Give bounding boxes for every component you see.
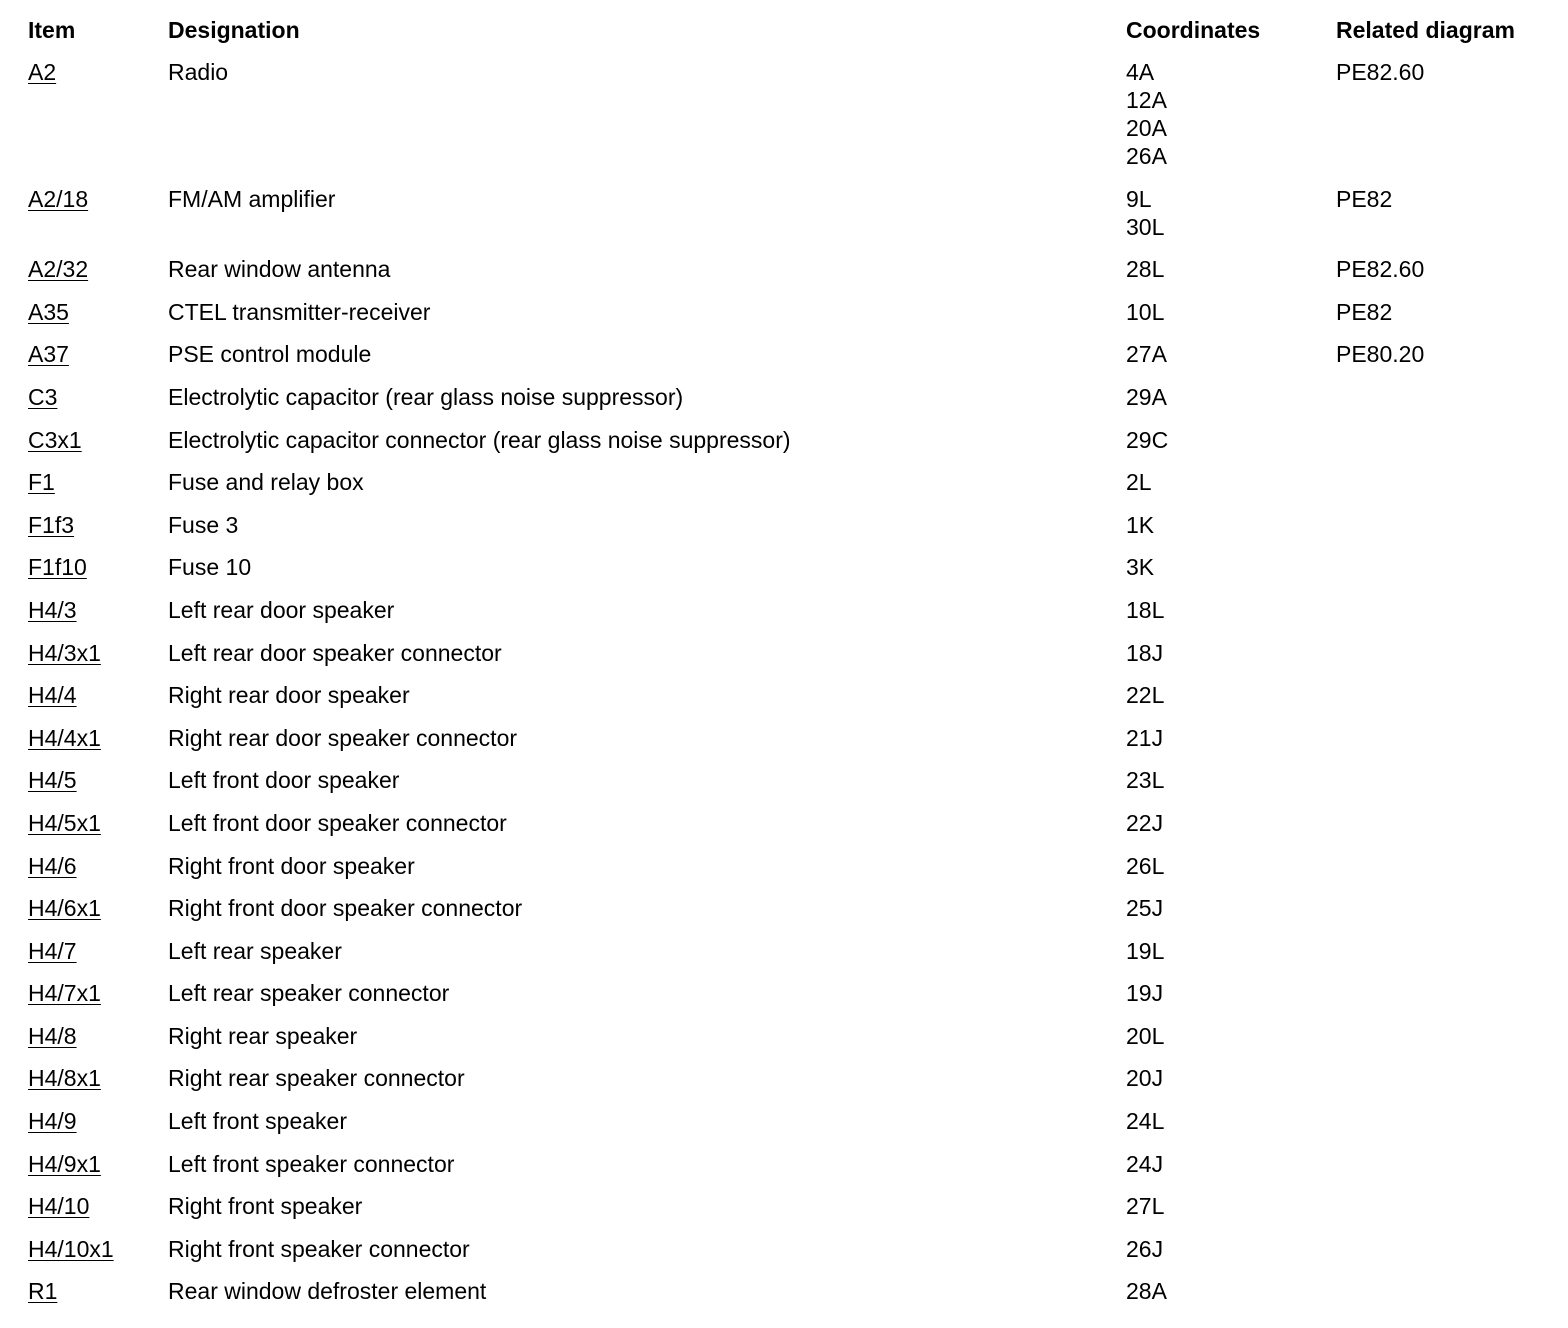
designation-cell: Right rear door speaker (168, 682, 410, 709)
item-link[interactable]: C3x1 (28, 426, 82, 453)
item-link[interactable]: H4/10x1 (28, 1235, 114, 1262)
item-link[interactable]: H4/7 (28, 937, 77, 964)
designation-cell: Left rear speaker (168, 937, 342, 964)
table-row (28, 1022, 1558, 1065)
item-cell (28, 1064, 168, 1092)
item-link[interactable]: H4/3 (28, 596, 77, 623)
item-link[interactable]: H4/10 (28, 1193, 90, 1220)
coordinate-value: 4A (1126, 59, 1155, 85)
table-header (28, 14, 1558, 58)
table-row (28, 937, 1558, 980)
table-row (28, 1064, 1558, 1107)
table-row (28, 426, 1558, 469)
designation-cell: Left front speaker (168, 1108, 347, 1135)
coordinate-value: 30L (1126, 213, 1165, 240)
item-cell (28, 681, 168, 709)
designation-cell: Right front speaker connector (168, 1235, 470, 1262)
coordinates-cell (1126, 894, 1336, 922)
table-row (28, 255, 1558, 298)
item-cell (28, 724, 168, 752)
coordinates-cell (1126, 255, 1336, 283)
item-cell (28, 766, 168, 794)
coordinates-cell (1126, 426, 1336, 454)
item-link[interactable]: H4/5x1 (28, 809, 101, 836)
related-diagram-cell: PE82 (1336, 298, 1393, 325)
designation-cell: Fuse 10 (168, 554, 252, 581)
item-cell (28, 1235, 168, 1263)
coordinate-value: 3K (1126, 554, 1155, 581)
coordinate-value: 19L (1126, 937, 1165, 964)
designation-cell: Right front door speaker (168, 852, 415, 879)
item-link[interactable]: H4/7x1 (28, 980, 101, 1007)
coordinate-value: 25J (1126, 895, 1164, 922)
item-cell (28, 639, 168, 667)
item-cell (28, 596, 168, 624)
item-link[interactable]: H4/6 (28, 852, 77, 879)
item-cell (28, 426, 168, 454)
coordinate-value: 19J (1126, 980, 1164, 1007)
coordinate-value: 23L (1126, 767, 1165, 794)
coordinates-cell (1126, 639, 1336, 667)
item-cell (28, 383, 168, 411)
coordinate-value: 18L (1126, 596, 1165, 623)
coordinates-cell (1126, 1064, 1336, 1092)
coordinates-cell (1126, 511, 1336, 539)
table-row (28, 1107, 1558, 1150)
coordinates-cell (1126, 596, 1336, 624)
item-link[interactable]: A2/18 (28, 185, 89, 212)
coordinate-value: 29A (1126, 383, 1167, 410)
designation-cell: FM/AM amplifier (168, 185, 336, 212)
coordinates-cell (1126, 553, 1336, 581)
table-row (28, 1192, 1558, 1235)
table-row (28, 1235, 1558, 1278)
item-link[interactable]: C3 (28, 383, 58, 410)
coordinate-value: 26L (1126, 852, 1165, 879)
item-link[interactable]: H4/3x1 (28, 639, 101, 666)
coordinates-cell (1126, 724, 1336, 752)
item-link[interactable]: A35 (28, 298, 69, 325)
coordinate-value: 29C (1126, 426, 1169, 453)
coordinates-cell (1126, 1277, 1336, 1305)
designation-cell: Fuse and relay box (168, 469, 364, 496)
designation-cell: Rear window defroster element (168, 1278, 487, 1305)
coordinate-value: 27A (1126, 341, 1167, 368)
coordinates-cell (1126, 1150, 1336, 1178)
table-row (28, 340, 1558, 383)
designation-cell: Radio (168, 59, 229, 85)
item-link[interactable]: F1 (28, 469, 55, 496)
designation-cell: Left rear door speaker connector (168, 639, 502, 666)
item-cell (28, 809, 168, 837)
coordinate-value: 2L (1126, 469, 1152, 496)
coordinate-value: 27L (1126, 1193, 1165, 1220)
item-link[interactable]: H4/9x1 (28, 1150, 101, 1177)
coordinates-cell (1126, 468, 1336, 496)
table-row (28, 383, 1558, 426)
coordinates-cell (1126, 1192, 1336, 1220)
designation-cell: Left front speaker connector (168, 1150, 455, 1177)
item-link[interactable]: H4/4x1 (28, 724, 101, 751)
coordinates-cell (1126, 185, 1336, 241)
item-link[interactable]: H4/8x1 (28, 1065, 101, 1092)
designation-cell: Right rear door speaker connector (168, 724, 518, 751)
item-cell (28, 979, 168, 1007)
coordinates-cell (1126, 1022, 1336, 1050)
coordinate-value: 9L (1126, 185, 1152, 212)
item-link[interactable]: H4/8 (28, 1022, 77, 1049)
coordinates-cell (1126, 852, 1336, 880)
item-cell (28, 1022, 168, 1050)
coordinates-cell (1126, 1107, 1336, 1135)
table-row (28, 766, 1558, 809)
header-item: Item (28, 17, 76, 43)
coordinate-value: 21J (1126, 724, 1164, 751)
table-row (28, 979, 1558, 1022)
table-row (28, 185, 1558, 256)
item-cell (28, 894, 168, 922)
item-link[interactable]: H4/5 (28, 767, 77, 794)
coordinate-value: 28L (1126, 256, 1165, 283)
table-row (28, 1150, 1558, 1193)
designation-cell: Left rear speaker connector (168, 980, 450, 1007)
header-coordinates: Coordinates (1126, 17, 1261, 43)
item-link[interactable]: F1f10 (28, 554, 87, 581)
item-cell (28, 1107, 168, 1135)
coordinate-value: 12A (1126, 87, 1167, 113)
coordinates-cell (1126, 809, 1336, 837)
coordinate-value: 28A (1126, 1278, 1167, 1305)
table-row (28, 1277, 1558, 1320)
coordinate-value: 1K (1126, 511, 1155, 538)
coordinates-cell (1126, 1235, 1336, 1263)
designation-cell: Left rear door speaker (168, 596, 395, 623)
related-diagram-cell: PE82.60 (1336, 256, 1425, 283)
coordinate-value: 20L (1126, 1022, 1165, 1049)
coordinate-value: 24L (1126, 1108, 1165, 1135)
coordinates-cell (1126, 979, 1336, 1007)
coordinates-cell (1126, 766, 1336, 794)
related-diagram-cell: PE82 (1336, 185, 1393, 212)
coordinates-cell (1126, 383, 1336, 411)
designation-cell: CTEL transmitter-receiver (168, 298, 431, 325)
item-link[interactable]: A2/32 (28, 256, 89, 283)
coordinates-cell (1126, 937, 1336, 965)
item-link[interactable]: A37 (28, 341, 69, 368)
item-link[interactable]: A2 (28, 59, 57, 85)
item-link[interactable]: H4/9 (28, 1108, 77, 1135)
related-diagram-cell: PE82.60 (1336, 59, 1425, 85)
item-cell (28, 340, 168, 368)
table-row (28, 639, 1558, 682)
designation-cell: Left front door speaker (168, 767, 400, 794)
table-row (28, 468, 1558, 511)
table-row (28, 511, 1558, 554)
coordinate-value: 26A (1126, 143, 1167, 169)
item-cell (28, 1150, 168, 1178)
item-link[interactable]: R1 (28, 1278, 58, 1305)
item-cell (28, 852, 168, 880)
item-cell (28, 58, 168, 86)
item-cell (28, 255, 168, 283)
coordinate-value: 20J (1126, 1065, 1164, 1092)
table-row (28, 298, 1558, 341)
related-diagram-cell: PE80.20 (1336, 341, 1425, 368)
designation-cell: Fuse 3 (168, 511, 239, 538)
header-designation: Designation (168, 17, 300, 43)
table-row (28, 681, 1558, 724)
item-cell (28, 298, 168, 326)
item-cell (28, 553, 168, 581)
item-cell (28, 1277, 168, 1305)
table-row (28, 724, 1558, 767)
coordinate-value: 10L (1126, 298, 1165, 325)
item-cell (28, 185, 168, 213)
table-row (28, 809, 1558, 852)
designation-cell: Left front door speaker connector (168, 809, 507, 836)
coordinate-value: 22J (1126, 809, 1164, 836)
table-row (28, 852, 1558, 895)
item-cell (28, 937, 168, 965)
coordinate-value: 20A (1126, 115, 1167, 141)
designation-cell: PSE control module (168, 341, 372, 368)
item-cell (28, 468, 168, 496)
designation-cell: Right rear speaker connector (168, 1065, 465, 1092)
item-link[interactable]: H4/4 (28, 682, 77, 709)
coordinate-value: 26J (1126, 1235, 1164, 1262)
designation-cell: Electrolytic capacitor (rear glass noise suppressor) (168, 383, 684, 410)
header-related-diagram: Related diagram (1336, 17, 1515, 43)
coordinates-cell (1126, 298, 1336, 326)
item-cell (28, 1192, 168, 1220)
designation-cell: Rear window antenna (168, 256, 391, 283)
table-row (28, 553, 1558, 596)
coordinates-cell (1126, 58, 1336, 170)
coordinate-value: 24J (1126, 1150, 1164, 1177)
table-row (28, 894, 1558, 937)
coordinates-cell (1126, 340, 1336, 368)
item-cell (28, 511, 168, 539)
item-link[interactable]: F1f3 (28, 511, 75, 538)
table-row (28, 58, 1558, 185)
designation-cell: Right front speaker (168, 1193, 363, 1220)
designation-cell: Electrolytic capacitor connector (rear glass noise suppressor) (168, 426, 791, 453)
component-legend-table (28, 14, 1558, 1320)
item-link[interactable]: H4/6x1 (28, 895, 101, 922)
table-body (28, 58, 1558, 1320)
designation-cell: Right rear speaker (168, 1022, 358, 1049)
coordinates-cell (1126, 681, 1336, 709)
coordinate-value: 22L (1126, 682, 1165, 709)
table-row (28, 596, 1558, 639)
designation-cell: Right front door speaker connector (168, 895, 523, 922)
coordinate-value: 18J (1126, 639, 1164, 666)
